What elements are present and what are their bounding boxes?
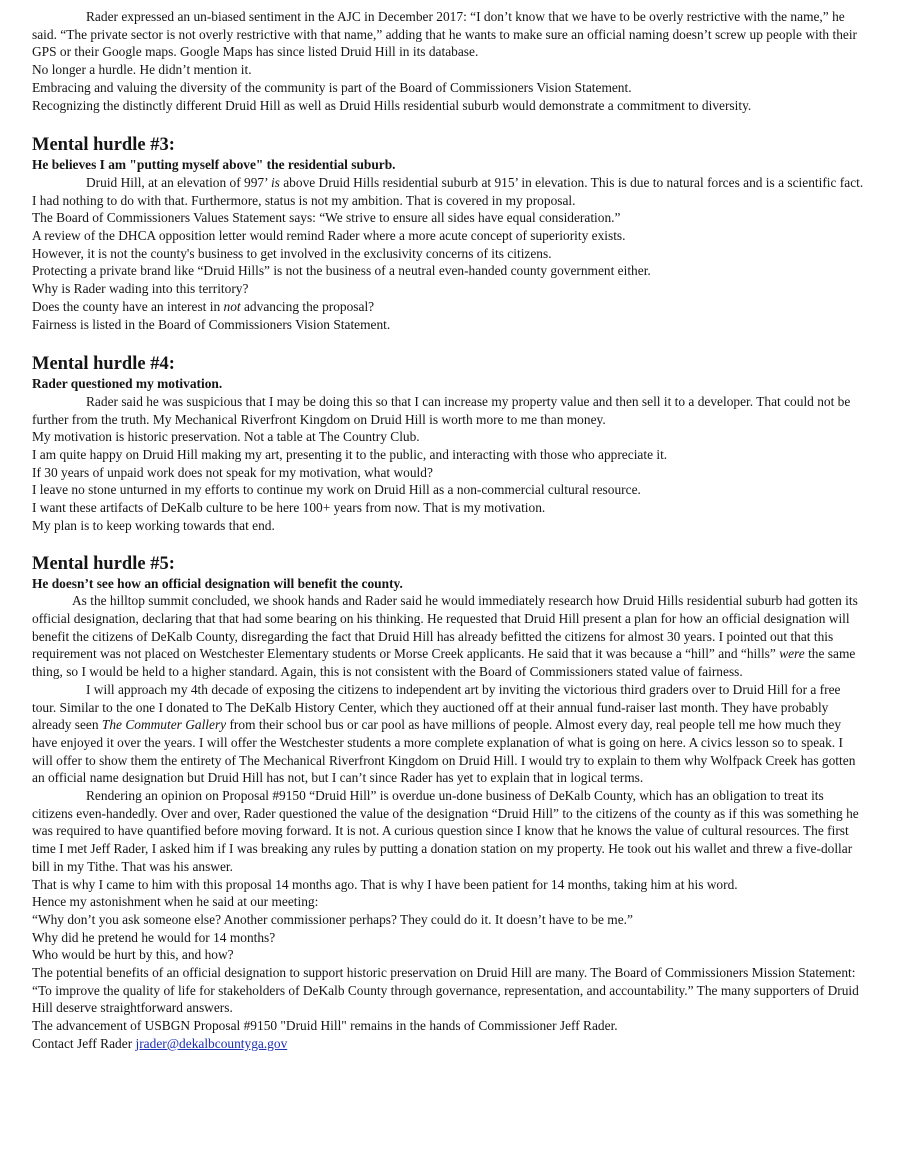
text-line: Does the county have an interest in not advancing the proposal? xyxy=(32,298,375,314)
text-line: Fairness is listed in the Board of Commissioners Vision Statement. xyxy=(32,316,391,332)
text-line: A review of the DHCA opposition letter would remind Rader where a more acute concept of superiority exists. xyxy=(32,228,626,244)
text-line: The Board of Commissioners Values Statement says: “We strive to ensure all sides have equal consideration.” xyxy=(32,210,621,226)
intro-line: Recognizing the distinctly different Druid Hill as well as Druid Hills residential suburb would demonstrate a commitment to diversity. xyxy=(32,97,752,113)
text-line: I want these artifacts of DeKalb culture to be here 100+ years from now. That is my motivation. xyxy=(32,500,546,516)
paragraph: Druid Hill, at an elevation of 997’ is above Druid Hills residential suburb at 915’ in elevation. This is due to natural forces and is a scientific fact. I had nothing to do with that. Furthermore, status is not my ambition. That is covered in my proposal. xyxy=(32,174,864,208)
text-line: That is why I came to him with this proposal 14 months ago. That is why I have been patient for 14 months, taking him at his word. xyxy=(32,876,738,892)
intro-paragraph: Rader expressed an un-biased sentiment in the AJC in December 2017: “I don’t know that we have to be overly restrictive with the name,” he said. “The private sector is not overly restrictive with that name,” adding that he wants to make sure an official naming doesn’t screw up people with their GPS or their Google maps. Google Maps has since listed Druid Hill in its database. xyxy=(32,9,858,60)
text-line: Who would be hurt by this, and how? xyxy=(32,947,234,963)
text-line: “Why don’t you ask someone else? Another commissioner perhaps? They could do it. It doesn’t have to be me.” xyxy=(32,911,633,927)
contact-label: Contact Jeff Rader xyxy=(32,1035,136,1051)
paragraph: As the hilltop summit concluded, we shook hands and Rader said he would immediately research how Druid Hills residential suburb had gotten its official designation, declaring that that had some bearing on his thinking. He requested that Druid Hill present a plan for how an official designation will benefit the citizens of DeKalb County, disregarding the fact that Druid Hill has already befitted the citizens for almost 30 years. I pointed out that this requirement was not placed on Westchester Elementary students or Morse Creek applicants. He said that it was because a “hill” and “hills” were the same thing, so I would be held to a higher standard. Again, this is not consistent with the Board of Commissioners stated value of fairness. xyxy=(32,593,858,680)
text-line: Hence my astonishment when he said at our meeting: xyxy=(32,894,319,910)
section-hurdle-3 xyxy=(32,134,864,333)
section-heading: Mental hurdle #3: xyxy=(32,135,175,156)
section-subheading: Rader questioned my motivation. xyxy=(32,376,223,392)
text-line: If 30 years of unpaid work does not speak for my motivation, what would? xyxy=(32,464,433,480)
text-line: I leave no stone unturned in my efforts to continue my work on Druid Hill as a non-commercial cultural resource. xyxy=(32,482,641,498)
document-page xyxy=(32,8,864,1053)
email-link[interactable]: jrader@dekalbcountyga.gov xyxy=(135,1035,288,1051)
text-line: Why is Rader wading into this territory? xyxy=(32,281,249,297)
paragraph: The potential benefits of an official designation to support historic preservation on Druid Hill are many. The Board of Commissioners Mission Statement: “To improve the quality of life for stakeholders of DeKalb County through governance, representation, and accountability.” The many supporters of Druid Hill deserve straightforward answers. xyxy=(32,965,859,1016)
section-subheading: He doesn’t see how an official designation will benefit the county. xyxy=(32,575,403,591)
paragraph: I will approach my 4th decade of exposing the citizens to independent art by inviting the victorious third graders over to Druid Hill for a free tour. Similar to the one I donated to The DeKalb History Center, which they auctioned off at their annual fund-raiser last month. They have probably already seen The Commuter Gallery from their school bus or car pool as have millions of people. Almost every day, real people tell me how much they have enjoyed it over the years. I will offer the Westchester students a more complete explanation of what is going on here. A civics lesson so to speak. I will offer to show them the entirety of The Mechanical Riverfront Kingdom on Druid Hill. I would try to explain to them why Wolfpack Creek has gotten an official name designation but Druid Hill has not, but I can’t since Rader has yet to explain that in logical terms. xyxy=(32,681,856,786)
intro-line: Embracing and valuing the diversity of the community is part of the Board of Commissioners Vision Statement. xyxy=(32,79,632,95)
intro-line: No longer a hurdle. He didn’t mention it. xyxy=(32,62,252,78)
text-line: Why did he pretend he would for 14 months? xyxy=(32,929,276,945)
section-subheading: He believes I am "putting myself above" the residential suburb. xyxy=(32,157,396,173)
text-line: My motivation is historic preservation. Not a table at The Country Club. xyxy=(32,429,420,445)
text-line: My plan is to keep working towards that end. xyxy=(32,517,275,533)
contact-line xyxy=(32,1035,864,1053)
section-hurdle-4 xyxy=(32,353,864,534)
text-line: However, it is not the county's business to get involved in the exclusivity concerns of its citizens. xyxy=(32,245,552,261)
text-line: I am quite happy on Druid Hill making my art, presenting it to the public, and interacting with those who appreciate it. xyxy=(32,447,668,463)
text-line: Protecting a private brand like “Druid Hills” is not the business of a neutral even-handed county government either. xyxy=(32,263,651,279)
paragraph: Rendering an opinion on Proposal #9150 “Druid Hill” is overdue un-done business of DeKalb County, which has an obligation to treat its citizens even-handedly. Over and over, Rader questioned the value of the designation “Druid Hill” to the citizens of the county as if this was something he was required to have quantified before moving forward. It is not. A curious question since I know that he knows the value of cultural resources. The first time I met Jeff Rader, I asked him if I was breaking any rules by putting a donation station on my property. He took out his wallet and threw a five-dollar bill in my Tithe. That was his answer. xyxy=(32,788,859,874)
paragraph: Rader said he was suspicious that I may be doing this so that I can increase my property value and then sell it to a developer. That could not be further from the truth. My Mechanical Riverfront Kingdom on Druid Hill is worth more to me than money. xyxy=(32,393,851,427)
section-hurdle-5 xyxy=(32,553,864,1053)
section-heading: Mental hurdle #5: xyxy=(32,553,175,574)
section-heading: Mental hurdle #4: xyxy=(32,354,175,375)
text-line: The advancement of USBGN Proposal #9150 "Druid Hill" remains in the hands of Commissioner Jeff Rader. xyxy=(32,1018,618,1034)
